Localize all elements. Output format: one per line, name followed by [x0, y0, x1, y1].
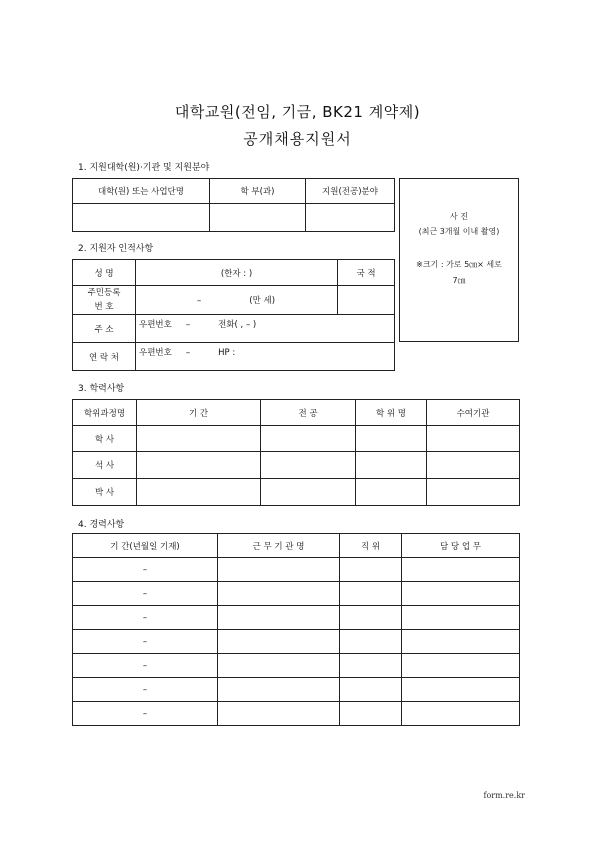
photo-note-size: ※크기 : 가로 5㎝× 세로 [416, 260, 502, 269]
education-table [72, 399, 520, 506]
photo-note-size-2: 7㎝ [452, 276, 466, 285]
name-input[interactable] [136, 260, 338, 286]
nationality-input[interactable] [338, 286, 395, 315]
nationality-label: 국 적 [338, 260, 395, 286]
career-table [72, 533, 520, 726]
table-row: – [73, 654, 520, 678]
contact-input[interactable]: 우편번호 – HP : [136, 343, 395, 371]
table-row [73, 479, 520, 506]
address-phone-label: 전화( , – ) [218, 320, 257, 330]
table-row: – [73, 606, 520, 630]
header-department: 학 부(과) [210, 179, 306, 204]
row-label-doctor: 박 사 [73, 479, 137, 506]
table-row: – [73, 702, 520, 726]
section-2-heading: 2. 지원자 인적사항 [78, 244, 154, 254]
header-employer: 근 무 기 관 명 [218, 534, 340, 558]
address-input[interactable]: 우편번호 – 전화( , – ) [136, 315, 395, 343]
table-row [73, 426, 520, 452]
rrn-label: 주민등록 번 호 [73, 286, 136, 315]
contact-label: 연 락 처 [73, 343, 136, 371]
form-subtitle: 공개채용지원서 [243, 130, 352, 148]
rrn-input[interactable] [136, 286, 338, 315]
hanja-text: (한자 : ) [220, 268, 253, 279]
table-row: – [73, 582, 520, 606]
table-row: – [73, 630, 520, 654]
address-label: 주 소 [73, 315, 136, 343]
row-label-bachelor: 학 사 [73, 426, 137, 452]
application-field-table [72, 178, 395, 232]
header-major: 전 공 [261, 400, 356, 426]
personal-info-table [72, 259, 395, 371]
table-row [73, 452, 520, 479]
photo-label: 사 진 [450, 212, 468, 221]
header-university: 대학(원) 또는 사업단명 [73, 179, 210, 204]
header-period: 기 간 [137, 400, 261, 426]
header-field: 지원(전공)분야 [306, 179, 395, 204]
header-institution: 수여기관 [427, 400, 520, 426]
header-duty: 담 당 업 무 [402, 534, 520, 558]
university-input[interactable] [73, 204, 210, 232]
photo-box[interactable] [399, 178, 519, 342]
row-label-master: 석 사 [73, 452, 137, 479]
contact-hp-label: HP : [218, 348, 236, 358]
contact-postal-label: 우편번호 [139, 348, 172, 358]
header-career-period: 기 간(년월일 기재) [73, 534, 218, 558]
photo-note-recent: (최근 3개월 이내 촬영) [418, 227, 500, 236]
address-postal-label: 우편번호 [139, 320, 172, 330]
department-input[interactable] [210, 204, 306, 232]
section-1-heading: 1. 지원대학(원)·기관 및 지원분야 [78, 163, 210, 173]
section-4-heading: 4. 경력사항 [78, 520, 125, 530]
field-input[interactable] [306, 204, 395, 232]
footer-source: form.re.kr [483, 791, 525, 800]
name-label: 성 명 [73, 260, 136, 286]
header-position: 직 위 [340, 534, 402, 558]
header-degree-name: 학 위 명 [356, 400, 427, 426]
rrn-dash: – [197, 296, 202, 306]
age-text: (만 세) [249, 296, 276, 306]
table-row: – [73, 558, 520, 582]
table-row: – [73, 678, 520, 702]
section-3-heading: 3. 학력사항 [78, 384, 125, 394]
form-title: 대학교원(전임, 기금, BK21 계약제) [174, 103, 421, 121]
header-degree-course: 학위과정명 [73, 400, 137, 426]
